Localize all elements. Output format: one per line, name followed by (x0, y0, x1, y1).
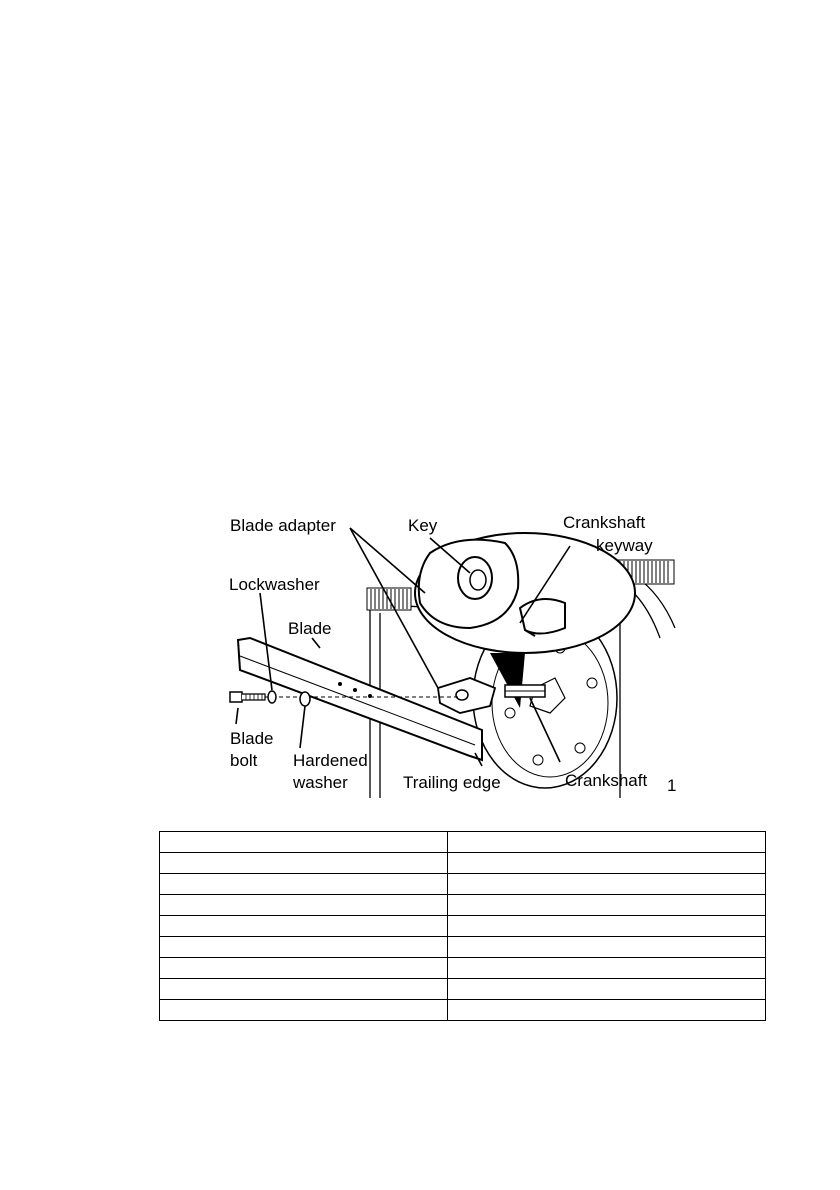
table-row (160, 916, 766, 937)
label-hardened-washer-2: washer (293, 773, 348, 792)
table-cell (448, 853, 766, 874)
table-row (160, 1000, 766, 1021)
table-row (160, 958, 766, 979)
table-cell (448, 1000, 766, 1021)
table-row (160, 937, 766, 958)
label-blade-bolt-2: bolt (230, 751, 258, 770)
table-cell (160, 874, 448, 895)
blade-assembly-figure (220, 498, 680, 798)
label-key: Key (408, 516, 438, 535)
table-row (160, 874, 766, 895)
table-cell (448, 874, 766, 895)
label-hardened-washer-1: Hardened (293, 751, 368, 770)
table-cell (448, 958, 766, 979)
label-crankshaft-keyway-1: Crankshaft (563, 513, 646, 532)
label-crankshaft-keyway-2: keyway (596, 536, 653, 555)
label-lockwasher: Lockwasher (229, 575, 320, 594)
table-cell (160, 937, 448, 958)
table-row (160, 853, 766, 874)
table-row (160, 979, 766, 1000)
table-row (160, 895, 766, 916)
crankshaft-part (505, 685, 545, 697)
label-blade: Blade (288, 619, 332, 638)
table-cell (160, 895, 448, 916)
table-cell (448, 895, 766, 916)
blade-adapter-part (438, 678, 495, 713)
table-row (160, 832, 766, 853)
table-cell (448, 916, 766, 937)
table-body (160, 832, 766, 1021)
empty-data-table (159, 831, 766, 1021)
table-cell (448, 979, 766, 1000)
table-cell (160, 958, 448, 979)
label-crankshaft: Crankshaft (565, 771, 648, 790)
label-blade-adapter: Blade adapter (230, 516, 336, 535)
inset-magnifier (415, 533, 635, 708)
table-cell (448, 937, 766, 958)
table-cell (160, 832, 448, 853)
table-cell (160, 853, 448, 874)
label-trailing-edge: Trailing edge (403, 773, 501, 792)
table-cell (160, 1000, 448, 1021)
table-cell (448, 832, 766, 853)
figure-number: 1 (667, 776, 677, 795)
table-cell (160, 916, 448, 937)
label-blade-bolt-1: Blade (230, 729, 274, 748)
table-cell (160, 979, 448, 1000)
blade-assembly-drawing (220, 498, 680, 798)
